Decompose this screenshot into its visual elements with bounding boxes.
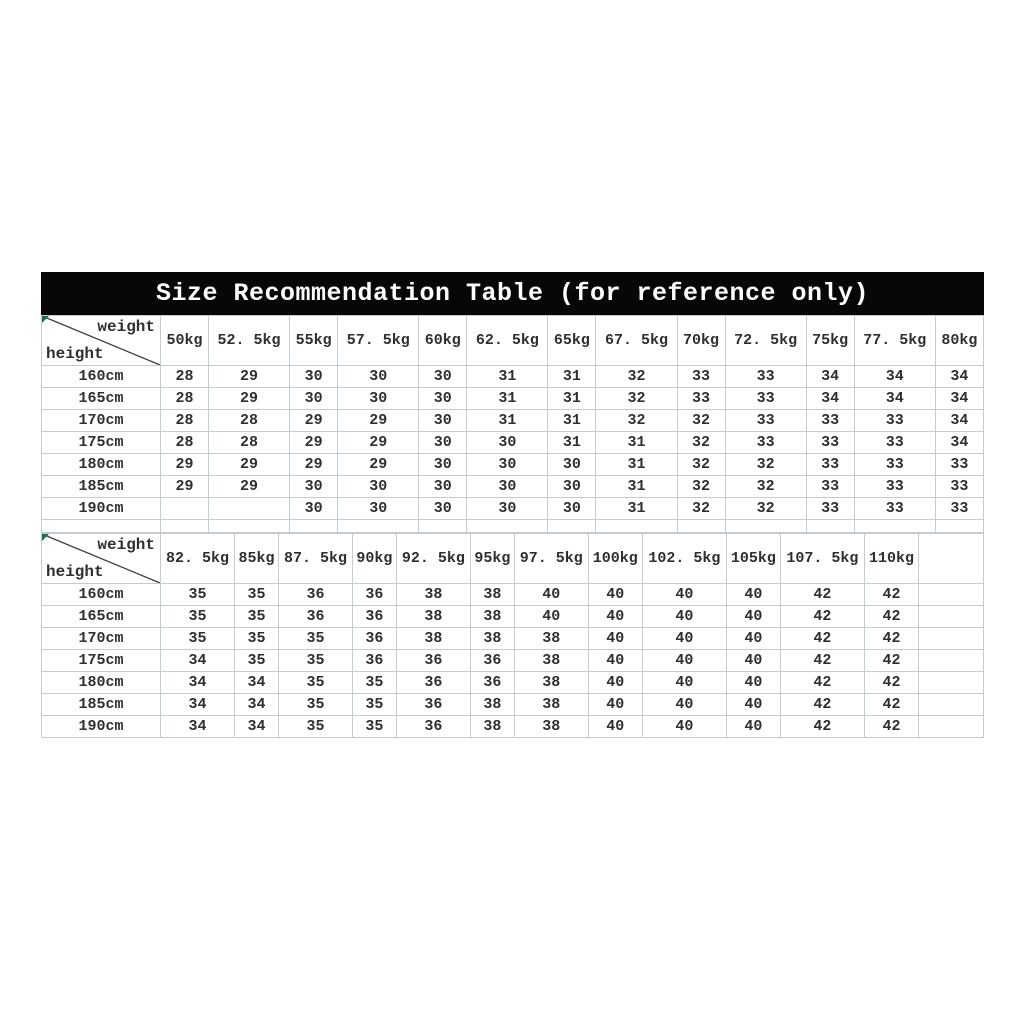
size-cell: 34 bbox=[161, 716, 235, 738]
size-cell: 30 bbox=[467, 432, 548, 454]
size-cell: 30 bbox=[290, 476, 338, 498]
size-cell: 40 bbox=[588, 606, 642, 628]
size-cell: 30 bbox=[419, 366, 467, 388]
size-cell: 38 bbox=[396, 584, 470, 606]
size-cell: 38 bbox=[514, 716, 588, 738]
corner-height-label: height bbox=[46, 345, 104, 363]
size-cell: 35 bbox=[235, 606, 279, 628]
empty-cell bbox=[919, 628, 984, 650]
size-cell: 40 bbox=[588, 716, 642, 738]
empty-cell bbox=[919, 672, 984, 694]
size-cell: 31 bbox=[596, 454, 677, 476]
size-cell: 33 bbox=[935, 454, 983, 476]
size-cell: 34 bbox=[854, 366, 935, 388]
size-cell: 29 bbox=[208, 366, 289, 388]
spacer-cell bbox=[725, 520, 806, 533]
size-cell: 32 bbox=[677, 454, 725, 476]
size-cell: 34 bbox=[935, 410, 983, 432]
size-cell: 40 bbox=[726, 650, 780, 672]
size-cell: 34 bbox=[854, 388, 935, 410]
table-row bbox=[42, 388, 984, 410]
height-label: 170cm bbox=[42, 628, 161, 650]
size-cell bbox=[208, 498, 289, 520]
tables-container bbox=[41, 315, 984, 738]
size-cell: 38 bbox=[396, 606, 470, 628]
size-cell: 29 bbox=[161, 454, 209, 476]
size-cell: 34 bbox=[235, 694, 279, 716]
size-cell: 29 bbox=[290, 432, 338, 454]
size-cell: 38 bbox=[470, 628, 514, 650]
size-cell: 36 bbox=[470, 650, 514, 672]
table-row bbox=[42, 628, 984, 650]
table-row bbox=[42, 476, 984, 498]
size-cell: 28 bbox=[208, 410, 289, 432]
size-cell: 40 bbox=[588, 628, 642, 650]
size-cell: 38 bbox=[514, 694, 588, 716]
size-cell: 28 bbox=[161, 388, 209, 410]
size-cell: 40 bbox=[514, 606, 588, 628]
size-cell: 42 bbox=[865, 694, 919, 716]
height-label: 175cm bbox=[42, 650, 161, 672]
size-cell: 35 bbox=[161, 606, 235, 628]
size-cell: 42 bbox=[780, 606, 864, 628]
size-cell: 35 bbox=[353, 694, 397, 716]
size-cell: 30 bbox=[419, 410, 467, 432]
size-cell: 34 bbox=[161, 672, 235, 694]
size-cell: 33 bbox=[806, 498, 854, 520]
size-cell: 30 bbox=[467, 498, 548, 520]
size-cell: 29 bbox=[338, 432, 419, 454]
size-cell: 42 bbox=[780, 628, 864, 650]
corner-weight-label: weight bbox=[97, 536, 155, 554]
height-label: 190cm bbox=[42, 716, 161, 738]
size-cell: 31 bbox=[467, 366, 548, 388]
size-cell: 42 bbox=[865, 672, 919, 694]
weight-header: 72. 5kg bbox=[725, 316, 806, 366]
size-cell: 36 bbox=[353, 606, 397, 628]
size-cell: 30 bbox=[548, 498, 596, 520]
size-cell: 42 bbox=[865, 606, 919, 628]
size-cell: 31 bbox=[548, 432, 596, 454]
weight-header: 57. 5kg bbox=[338, 316, 419, 366]
corner-cell bbox=[42, 316, 161, 366]
size-cell: 28 bbox=[208, 432, 289, 454]
size-cell: 33 bbox=[854, 476, 935, 498]
spacer-cell bbox=[677, 520, 725, 533]
size-cell: 31 bbox=[548, 388, 596, 410]
size-cell: 29 bbox=[290, 454, 338, 476]
size-cell: 30 bbox=[290, 366, 338, 388]
size-cell: 30 bbox=[419, 432, 467, 454]
size-cell: 40 bbox=[642, 650, 726, 672]
size-cell: 32 bbox=[596, 388, 677, 410]
weight-header: 77. 5kg bbox=[854, 316, 935, 366]
size-cell: 33 bbox=[935, 476, 983, 498]
size-cell: 36 bbox=[396, 650, 470, 672]
size-cell: 30 bbox=[419, 476, 467, 498]
size-cell: 30 bbox=[467, 476, 548, 498]
size-cell: 33 bbox=[854, 498, 935, 520]
size-cell: 33 bbox=[806, 454, 854, 476]
size-cell: 42 bbox=[780, 584, 864, 606]
size-cell: 30 bbox=[290, 498, 338, 520]
weight-header: 80kg bbox=[935, 316, 983, 366]
corner-weight-label: weight bbox=[97, 318, 155, 336]
size-cell: 40 bbox=[642, 716, 726, 738]
size-cell: 35 bbox=[161, 584, 235, 606]
size-cell: 29 bbox=[290, 410, 338, 432]
table-row bbox=[42, 410, 984, 432]
size-cell: 29 bbox=[208, 454, 289, 476]
empty-cell bbox=[919, 694, 984, 716]
size-cell: 40 bbox=[642, 584, 726, 606]
size-cell: 28 bbox=[161, 432, 209, 454]
weight-header: 50kg bbox=[161, 316, 209, 366]
size-cell: 35 bbox=[278, 694, 352, 716]
size-cell: 42 bbox=[865, 628, 919, 650]
size-cell: 40 bbox=[642, 672, 726, 694]
table-row bbox=[42, 366, 984, 388]
empty-cell bbox=[919, 650, 984, 672]
size-cell: 38 bbox=[470, 716, 514, 738]
size-cell: 33 bbox=[725, 388, 806, 410]
weight-header: 92. 5kg bbox=[396, 534, 470, 584]
size-cell: 35 bbox=[278, 650, 352, 672]
size-table-2 bbox=[41, 533, 984, 738]
height-label: 160cm bbox=[42, 584, 161, 606]
weight-header: 55kg bbox=[290, 316, 338, 366]
height-label: 185cm bbox=[42, 476, 161, 498]
size-cell: 35 bbox=[278, 628, 352, 650]
size-cell: 35 bbox=[161, 628, 235, 650]
size-cell: 33 bbox=[854, 454, 935, 476]
size-cell: 32 bbox=[596, 410, 677, 432]
table-row bbox=[42, 650, 984, 672]
size-cell: 40 bbox=[726, 672, 780, 694]
size-cell: 32 bbox=[677, 432, 725, 454]
size-cell: 36 bbox=[396, 672, 470, 694]
table-row bbox=[42, 672, 984, 694]
size-cell: 34 bbox=[806, 388, 854, 410]
weight-header: 67. 5kg bbox=[596, 316, 677, 366]
weight-header: 107. 5kg bbox=[780, 534, 864, 584]
size-cell: 30 bbox=[338, 388, 419, 410]
spacer-cell bbox=[419, 520, 467, 533]
height-label: 180cm bbox=[42, 672, 161, 694]
size-cell: 34 bbox=[935, 388, 983, 410]
table-row bbox=[42, 694, 984, 716]
size-cell: 30 bbox=[419, 388, 467, 410]
size-cell: 36 bbox=[353, 584, 397, 606]
size-cell: 29 bbox=[161, 476, 209, 498]
weight-header: 75kg bbox=[806, 316, 854, 366]
size-cell: 35 bbox=[235, 584, 279, 606]
size-cell: 33 bbox=[677, 366, 725, 388]
table-row bbox=[42, 454, 984, 476]
size-cell: 29 bbox=[338, 454, 419, 476]
size-cell: 30 bbox=[548, 454, 596, 476]
size-cell: 31 bbox=[548, 410, 596, 432]
weight-header: 60kg bbox=[419, 316, 467, 366]
size-cell: 33 bbox=[725, 410, 806, 432]
size-cell: 31 bbox=[596, 476, 677, 498]
size-cell: 30 bbox=[338, 476, 419, 498]
header-row bbox=[42, 316, 984, 366]
height-label: 190cm bbox=[42, 498, 161, 520]
size-cell: 34 bbox=[235, 716, 279, 738]
weight-header: 95kg bbox=[470, 534, 514, 584]
size-cell: 40 bbox=[514, 584, 588, 606]
size-cell: 42 bbox=[780, 716, 864, 738]
size-cell: 40 bbox=[726, 584, 780, 606]
spacer-row bbox=[42, 520, 984, 533]
size-cell: 30 bbox=[290, 388, 338, 410]
corner-cell bbox=[42, 534, 161, 584]
spacer-cell bbox=[161, 520, 209, 533]
size-table-1 bbox=[41, 315, 984, 533]
height-label: 160cm bbox=[42, 366, 161, 388]
weight-header: 100kg bbox=[588, 534, 642, 584]
size-cell: 30 bbox=[338, 498, 419, 520]
size-cell: 33 bbox=[854, 410, 935, 432]
size-cell: 40 bbox=[726, 694, 780, 716]
size-cell: 35 bbox=[353, 716, 397, 738]
size-cell: 33 bbox=[806, 476, 854, 498]
size-cell: 34 bbox=[935, 432, 983, 454]
size-cell: 32 bbox=[596, 366, 677, 388]
table-row bbox=[42, 498, 984, 520]
weight-header: 82. 5kg bbox=[161, 534, 235, 584]
size-cell: 34 bbox=[161, 694, 235, 716]
size-cell: 33 bbox=[854, 432, 935, 454]
size-cell: 42 bbox=[780, 650, 864, 672]
size-cell: 28 bbox=[161, 410, 209, 432]
size-cell: 40 bbox=[642, 628, 726, 650]
size-cell: 38 bbox=[470, 606, 514, 628]
weight-header: 70kg bbox=[677, 316, 725, 366]
header-row bbox=[42, 534, 984, 584]
size-cell: 29 bbox=[208, 388, 289, 410]
size-cell: 38 bbox=[514, 672, 588, 694]
size-cell: 40 bbox=[726, 628, 780, 650]
size-cell: 36 bbox=[396, 716, 470, 738]
size-cell: 33 bbox=[935, 498, 983, 520]
size-cell: 34 bbox=[806, 366, 854, 388]
size-cell: 38 bbox=[470, 584, 514, 606]
weight-header: 110kg bbox=[865, 534, 919, 584]
size-cell: 31 bbox=[467, 410, 548, 432]
size-cell: 31 bbox=[467, 388, 548, 410]
spacer-cell bbox=[290, 520, 338, 533]
size-cell: 40 bbox=[588, 650, 642, 672]
spacer-cell bbox=[42, 520, 161, 533]
size-cell: 36 bbox=[353, 628, 397, 650]
size-cell: 32 bbox=[677, 410, 725, 432]
size-cell: 38 bbox=[514, 628, 588, 650]
weight-header: 52. 5kg bbox=[208, 316, 289, 366]
table-row bbox=[42, 716, 984, 738]
weight-header: 102. 5kg bbox=[642, 534, 726, 584]
weight-header: 105kg bbox=[726, 534, 780, 584]
size-cell: 40 bbox=[642, 606, 726, 628]
table-row bbox=[42, 606, 984, 628]
size-cell bbox=[161, 498, 209, 520]
size-chart bbox=[41, 272, 984, 738]
size-cell: 40 bbox=[588, 694, 642, 716]
size-cell: 36 bbox=[396, 694, 470, 716]
table-row bbox=[42, 432, 984, 454]
size-cell: 36 bbox=[278, 606, 352, 628]
size-cell: 33 bbox=[806, 432, 854, 454]
empty-cell bbox=[919, 716, 984, 738]
empty-header bbox=[919, 534, 984, 584]
spacer-cell bbox=[208, 520, 289, 533]
size-cell: 40 bbox=[726, 716, 780, 738]
green-corner-marker bbox=[42, 316, 49, 323]
size-cell: 28 bbox=[161, 366, 209, 388]
size-cell: 29 bbox=[338, 410, 419, 432]
size-cell: 31 bbox=[596, 498, 677, 520]
size-cell: 32 bbox=[725, 454, 806, 476]
spacer-cell bbox=[467, 520, 548, 533]
empty-cell bbox=[919, 606, 984, 628]
size-cell: 33 bbox=[677, 388, 725, 410]
height-label: 175cm bbox=[42, 432, 161, 454]
weight-header: 97. 5kg bbox=[514, 534, 588, 584]
size-cell: 30 bbox=[419, 498, 467, 520]
size-cell: 38 bbox=[396, 628, 470, 650]
size-cell: 42 bbox=[780, 672, 864, 694]
size-cell: 40 bbox=[726, 606, 780, 628]
spacer-cell bbox=[854, 520, 935, 533]
height-label: 165cm bbox=[42, 388, 161, 410]
size-cell: 32 bbox=[725, 476, 806, 498]
size-cell: 40 bbox=[642, 694, 726, 716]
corner-height-label: height bbox=[46, 563, 104, 581]
size-cell: 40 bbox=[588, 584, 642, 606]
size-cell: 36 bbox=[470, 672, 514, 694]
height-label: 185cm bbox=[42, 694, 161, 716]
size-cell: 34 bbox=[161, 650, 235, 672]
empty-cell bbox=[919, 584, 984, 606]
size-cell: 38 bbox=[470, 694, 514, 716]
size-cell: 36 bbox=[278, 584, 352, 606]
size-cell: 35 bbox=[235, 628, 279, 650]
size-cell: 40 bbox=[588, 672, 642, 694]
size-cell: 30 bbox=[338, 366, 419, 388]
size-cell: 35 bbox=[353, 672, 397, 694]
spacer-cell bbox=[935, 520, 983, 533]
weight-header: 85kg bbox=[235, 534, 279, 584]
size-cell: 32 bbox=[677, 498, 725, 520]
height-label: 180cm bbox=[42, 454, 161, 476]
weight-header: 87. 5kg bbox=[278, 534, 352, 584]
weight-header: 62. 5kg bbox=[467, 316, 548, 366]
size-cell: 32 bbox=[725, 498, 806, 520]
size-cell: 34 bbox=[935, 366, 983, 388]
size-cell: 38 bbox=[514, 650, 588, 672]
size-cell: 35 bbox=[278, 672, 352, 694]
size-cell: 33 bbox=[725, 432, 806, 454]
size-cell: 31 bbox=[548, 366, 596, 388]
size-cell: 42 bbox=[865, 716, 919, 738]
weight-header: 90kg bbox=[353, 534, 397, 584]
title-bar bbox=[41, 272, 984, 315]
spacer-cell bbox=[806, 520, 854, 533]
green-corner-marker bbox=[42, 534, 49, 541]
size-cell: 32 bbox=[677, 476, 725, 498]
spacer-cell bbox=[548, 520, 596, 533]
size-cell: 30 bbox=[548, 476, 596, 498]
size-cell: 42 bbox=[780, 694, 864, 716]
weight-header: 65kg bbox=[548, 316, 596, 366]
size-cell: 30 bbox=[419, 454, 467, 476]
size-cell: 33 bbox=[725, 366, 806, 388]
size-cell: 42 bbox=[865, 584, 919, 606]
spacer-cell bbox=[596, 520, 677, 533]
page-title: Size Recommendation Table (for reference only) bbox=[155, 279, 870, 308]
size-cell: 30 bbox=[467, 454, 548, 476]
size-cell: 34 bbox=[235, 672, 279, 694]
size-cell: 31 bbox=[596, 432, 677, 454]
size-cell: 36 bbox=[353, 650, 397, 672]
size-cell: 35 bbox=[235, 650, 279, 672]
size-cell: 35 bbox=[278, 716, 352, 738]
size-cell: 33 bbox=[806, 410, 854, 432]
table-row bbox=[42, 584, 984, 606]
spacer-cell bbox=[338, 520, 419, 533]
height-label: 165cm bbox=[42, 606, 161, 628]
height-label: 170cm bbox=[42, 410, 161, 432]
size-cell: 42 bbox=[865, 650, 919, 672]
size-cell: 29 bbox=[208, 476, 289, 498]
